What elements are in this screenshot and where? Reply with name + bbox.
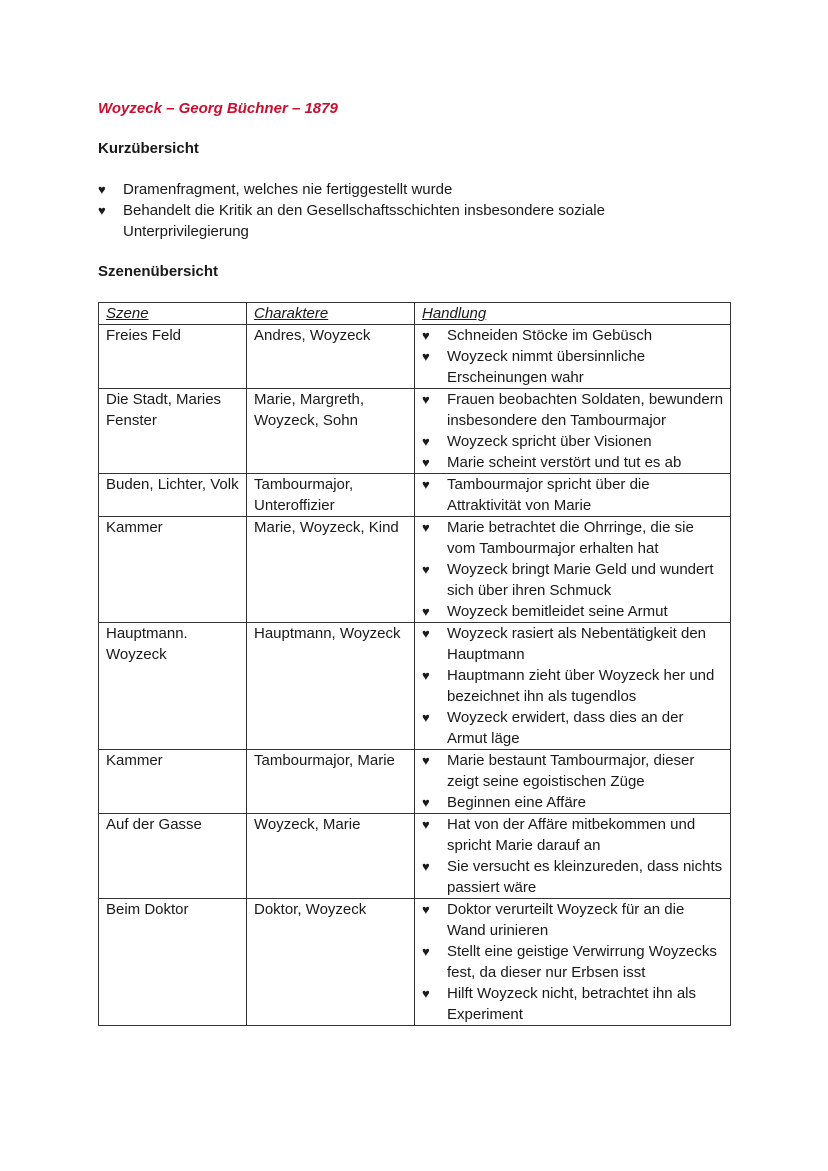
- heart-icon: ♥: [422, 795, 430, 810]
- plot-item: [422, 941, 724, 983]
- plot-cell: [415, 389, 731, 474]
- plot-item-text: Woyzeck rasiert als Nebentätigkeit den Hauptmann: [447, 625, 707, 663]
- table-header-row: [99, 303, 731, 325]
- plot-item-text: Woyzeck spricht über Visionen: [447, 433, 652, 450]
- plot-item: [422, 452, 724, 473]
- plot-list: [422, 899, 724, 1025]
- plot-cell: [415, 325, 731, 389]
- heart-icon: ♥: [422, 710, 430, 725]
- scene-cell: Freies Feld: [99, 325, 247, 389]
- heart-icon: ♥: [422, 434, 430, 449]
- plot-item: [422, 750, 724, 792]
- plot-item: [422, 792, 724, 813]
- table-row: [99, 814, 731, 899]
- plot-item: [422, 707, 724, 749]
- scenes-heading: Szenenübersicht: [98, 263, 219, 280]
- characters-cell: Tambourmajor, Unteroffizier: [247, 474, 415, 517]
- plot-item-text: Hilft Woyzeck nicht, betrachtet ihn als Experiment: [447, 985, 696, 1023]
- heart-icon: ♥: [422, 562, 430, 577]
- characters-cell: Marie, Woyzeck, Kind: [247, 517, 415, 623]
- overview-list: [98, 179, 730, 242]
- plot-item: [422, 431, 724, 452]
- heart-icon: ♥: [422, 986, 430, 1001]
- plot-cell: [415, 474, 731, 517]
- plot-item-text: Beginnen eine Affäre: [447, 794, 587, 811]
- plot-list: [422, 517, 724, 622]
- heart-icon: ♥: [422, 817, 430, 832]
- scene-cell: Kammer: [99, 517, 247, 623]
- heart-icon: ♥: [422, 859, 430, 874]
- characters-cell: Hauptmann, Woyzeck: [247, 623, 415, 750]
- heart-icon: ♥: [422, 328, 430, 343]
- table-row: [99, 325, 731, 389]
- plot-item: [422, 559, 724, 601]
- characters-cell: Marie, Margreth, Woyzeck, Sohn: [247, 389, 415, 474]
- document-title: Woyzeck – Georg Büchner – 1879: [98, 100, 338, 117]
- characters-cell: Woyzeck, Marie: [247, 814, 415, 899]
- plot-item: [422, 899, 724, 941]
- plot-item-text: Tambourmajor spricht über die Attraktivität von Marie: [447, 476, 650, 514]
- plot-item: [422, 389, 724, 431]
- heart-icon: ♥: [422, 520, 430, 535]
- plot-item: [422, 983, 724, 1025]
- plot-item-text: Schneiden Stöcke im Gebüsch: [447, 327, 653, 344]
- column-header-scene: Szene: [99, 303, 247, 325]
- plot-list: [422, 474, 724, 516]
- plot-item-text: Hauptmann zieht über Woyzeck her und bezeichnet ihn als tugendlos: [447, 667, 715, 705]
- plot-cell: [415, 517, 731, 623]
- plot-item: [422, 665, 724, 707]
- characters-cell: Andres, Woyzeck: [247, 325, 415, 389]
- plot-item-text: Woyzeck bringt Marie Geld und wundert sich über ihren Schmuck: [447, 561, 714, 599]
- heart-icon: ♥: [422, 455, 430, 470]
- scene-cell: Kammer: [99, 750, 247, 814]
- plot-item-text: Stellt eine geistige Verwirrung Woyzecks fest, da dieser nur Erbsen isst: [447, 943, 717, 981]
- plot-list: [422, 750, 724, 813]
- scene-cell: Hauptmann. Woyzeck: [99, 623, 247, 750]
- plot-item-text: Doktor verurteilt Woyzeck für an die Wand urinieren: [447, 901, 685, 939]
- heart-icon: ♥: [422, 626, 430, 641]
- overview-heading: Kurzübersicht: [98, 140, 199, 157]
- plot-item: [422, 474, 724, 516]
- plot-item: [422, 325, 724, 346]
- plot-list: [422, 814, 724, 898]
- plot-cell: [415, 750, 731, 814]
- plot-cell: [415, 814, 731, 899]
- plot-list: [422, 325, 724, 388]
- heart-icon: ♥: [422, 753, 430, 768]
- scene-table: [98, 302, 731, 1026]
- heart-icon: ♥: [422, 392, 430, 407]
- plot-item-text: Woyzeck nimmt übersinnliche Erscheinungen wahr: [447, 348, 646, 386]
- column-header-characters: Charaktere: [247, 303, 415, 325]
- heart-icon: ♥: [98, 182, 106, 197]
- plot-item-text: Marie bestaunt Tambourmajor, dieser zeigt seine egoistischen Züge: [447, 752, 695, 790]
- plot-cell: [415, 623, 731, 750]
- heart-icon: ♥: [98, 203, 106, 218]
- table-row: [99, 899, 731, 1026]
- characters-cell: Tambourmajor, Marie: [247, 750, 415, 814]
- plot-item-text: Hat von der Affäre mitbekommen und spricht Marie darauf an: [447, 816, 696, 854]
- scene-cell: Die Stadt, Maries Fenster: [99, 389, 247, 474]
- heart-icon: ♥: [422, 668, 430, 683]
- plot-item: [422, 856, 724, 898]
- plot-item: [422, 623, 724, 665]
- document-page: [98, 98, 730, 1026]
- overview-item: [98, 200, 730, 242]
- characters-cell: Doktor, Woyzeck: [247, 899, 415, 1026]
- heart-icon: ♥: [422, 902, 430, 917]
- plot-item: [422, 346, 724, 388]
- scene-cell: Beim Doktor: [99, 899, 247, 1026]
- plot-item: [422, 601, 724, 622]
- heart-icon: ♥: [422, 944, 430, 959]
- table-row: [99, 750, 731, 814]
- overview-item-text: Dramenfragment, welches nie fertiggestellt wurde: [123, 181, 453, 198]
- plot-item-text: Woyzeck erwidert, dass dies an der Armut läge: [447, 709, 684, 747]
- plot-item-text: Woyzeck bemitleidet seine Armut: [447, 603, 668, 620]
- heart-icon: ♥: [422, 604, 430, 619]
- table-row: [99, 474, 731, 517]
- plot-item-text: Sie versucht es kleinzureden, dass nichts passiert wäre: [447, 858, 723, 896]
- plot-item-text: Frauen beobachten Soldaten, bewundern insbesondere den Tambourmajor: [447, 391, 724, 429]
- plot-cell: [415, 899, 731, 1026]
- table-row: [99, 623, 731, 750]
- plot-item-text: Marie betrachtet die Ohrringe, die sie vom Tambourmajor erhalten hat: [447, 519, 694, 557]
- table-row: [99, 517, 731, 623]
- plot-item: [422, 517, 724, 559]
- heart-icon: ♥: [422, 477, 430, 492]
- plot-item-text: Marie scheint verstört und tut es ab: [447, 454, 682, 471]
- plot-item: [422, 814, 724, 856]
- table-row: [99, 389, 731, 474]
- scene-cell: Auf der Gasse: [99, 814, 247, 899]
- overview-item-text: Behandelt die Kritik an den Gesellschaftsschichten insbesondere soziale Unterprivilegierung: [123, 202, 605, 240]
- scene-cell: Buden, Lichter, Volk: [99, 474, 247, 517]
- overview-item: [98, 179, 730, 200]
- column-header-plot: Handlung: [415, 303, 731, 325]
- plot-list: [422, 623, 724, 749]
- heart-icon: ♥: [422, 349, 430, 364]
- plot-list: [422, 389, 724, 473]
